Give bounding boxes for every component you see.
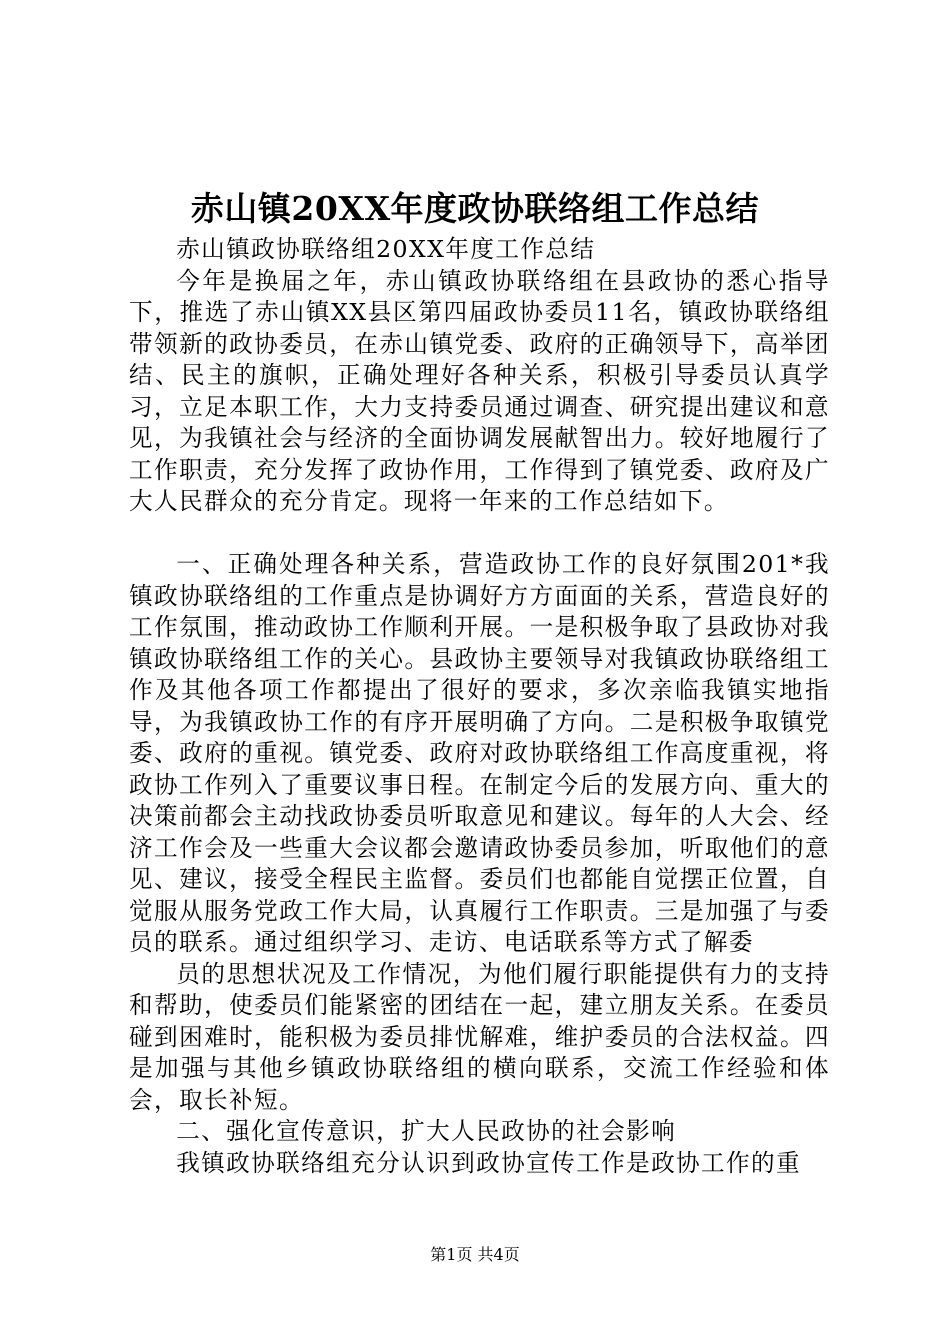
- document-body: [129, 234, 830, 1179]
- page-footer: 第1页 共4页: [430, 1245, 520, 1264]
- document-title: 赤山镇20XX年度政协联络组工作总结: [190, 189, 760, 228]
- section-one-continued-paragraph: 员的思想状况及工作情况，为他们履行职能提供有力的支持和帮助，使委员们能紧密的团结在一起，建立朋友关系。在委员碰到困难时，能积极为委员排忧解难，维护委员的合法权益。四是加强与其他乡镇政协联络组的横向联系，交流工作经验和体会，取长补短。: [129, 959, 830, 1114]
- subtitle-paragraph: 赤山镇政协联络组20XX年度工作总结: [176, 235, 596, 263]
- section-two-paragraph: 我镇政协联络组充分认识到政协宣传工作是政协工作的重: [176, 1148, 802, 1177]
- section-one-paragraph: 一、正确处理各种关系，营造政协工作的良好氛围201*我镇政协联络组的工作重点是协调好方方面面的关系，营造良好的工作氛围，推动政协工作顺利开展。一是积极争取了县政协对我镇政协联络组工作的关心。县政协主要领导对我镇政协联络组工作及其他各项工作都提出了很好的要求，多次亲临我镇实地指导，为我镇政协工作的有序开展明确了方向。二是积极争取镇党委、政府的重视。镇党委、政府对政协联络组工作高度重视，将政协工作列入了重要议事日程。在制定今后的发展方向、重大的决策前都会主动找政协委员听取意见和建议。每年的人大会、经济工作会及一些重大会议都会邀请政协委员参加，听取他们的意见、建议，接受全程民主监督。委员们也都能自觉摆正位置，自觉服从服务党政工作大局，认真履行工作职责。三是加强了与委员的联系。通过组织学习、走访、电话联系等方式了解委: [129, 550, 830, 956]
- intro-paragraph: 今年是换届之年，赤山镇政协联络组在县政协的悉心指导下，推选了赤山镇XX县区第四届政协委员11名，镇政协联络组带领新的政协委员，在赤山镇党委、政府的正确领导下，高举团结、民主的旗帜，正确处理好各种关系，积极引导委员认真学习，立足本职工作，大力支持委员通过调查、研究提出建议和意见，为我镇社会与经济的全面协调发展献智出力。较好地履行了工作职责，充分发挥了政协作用，工作得到了镇党委、政府及广大人民群众的充分肯定。现将一年来的工作总结如下。: [129, 266, 830, 515]
- section-two-heading: 二、强化宣传意识，扩大人民政协的社会影响: [176, 1117, 677, 1145]
